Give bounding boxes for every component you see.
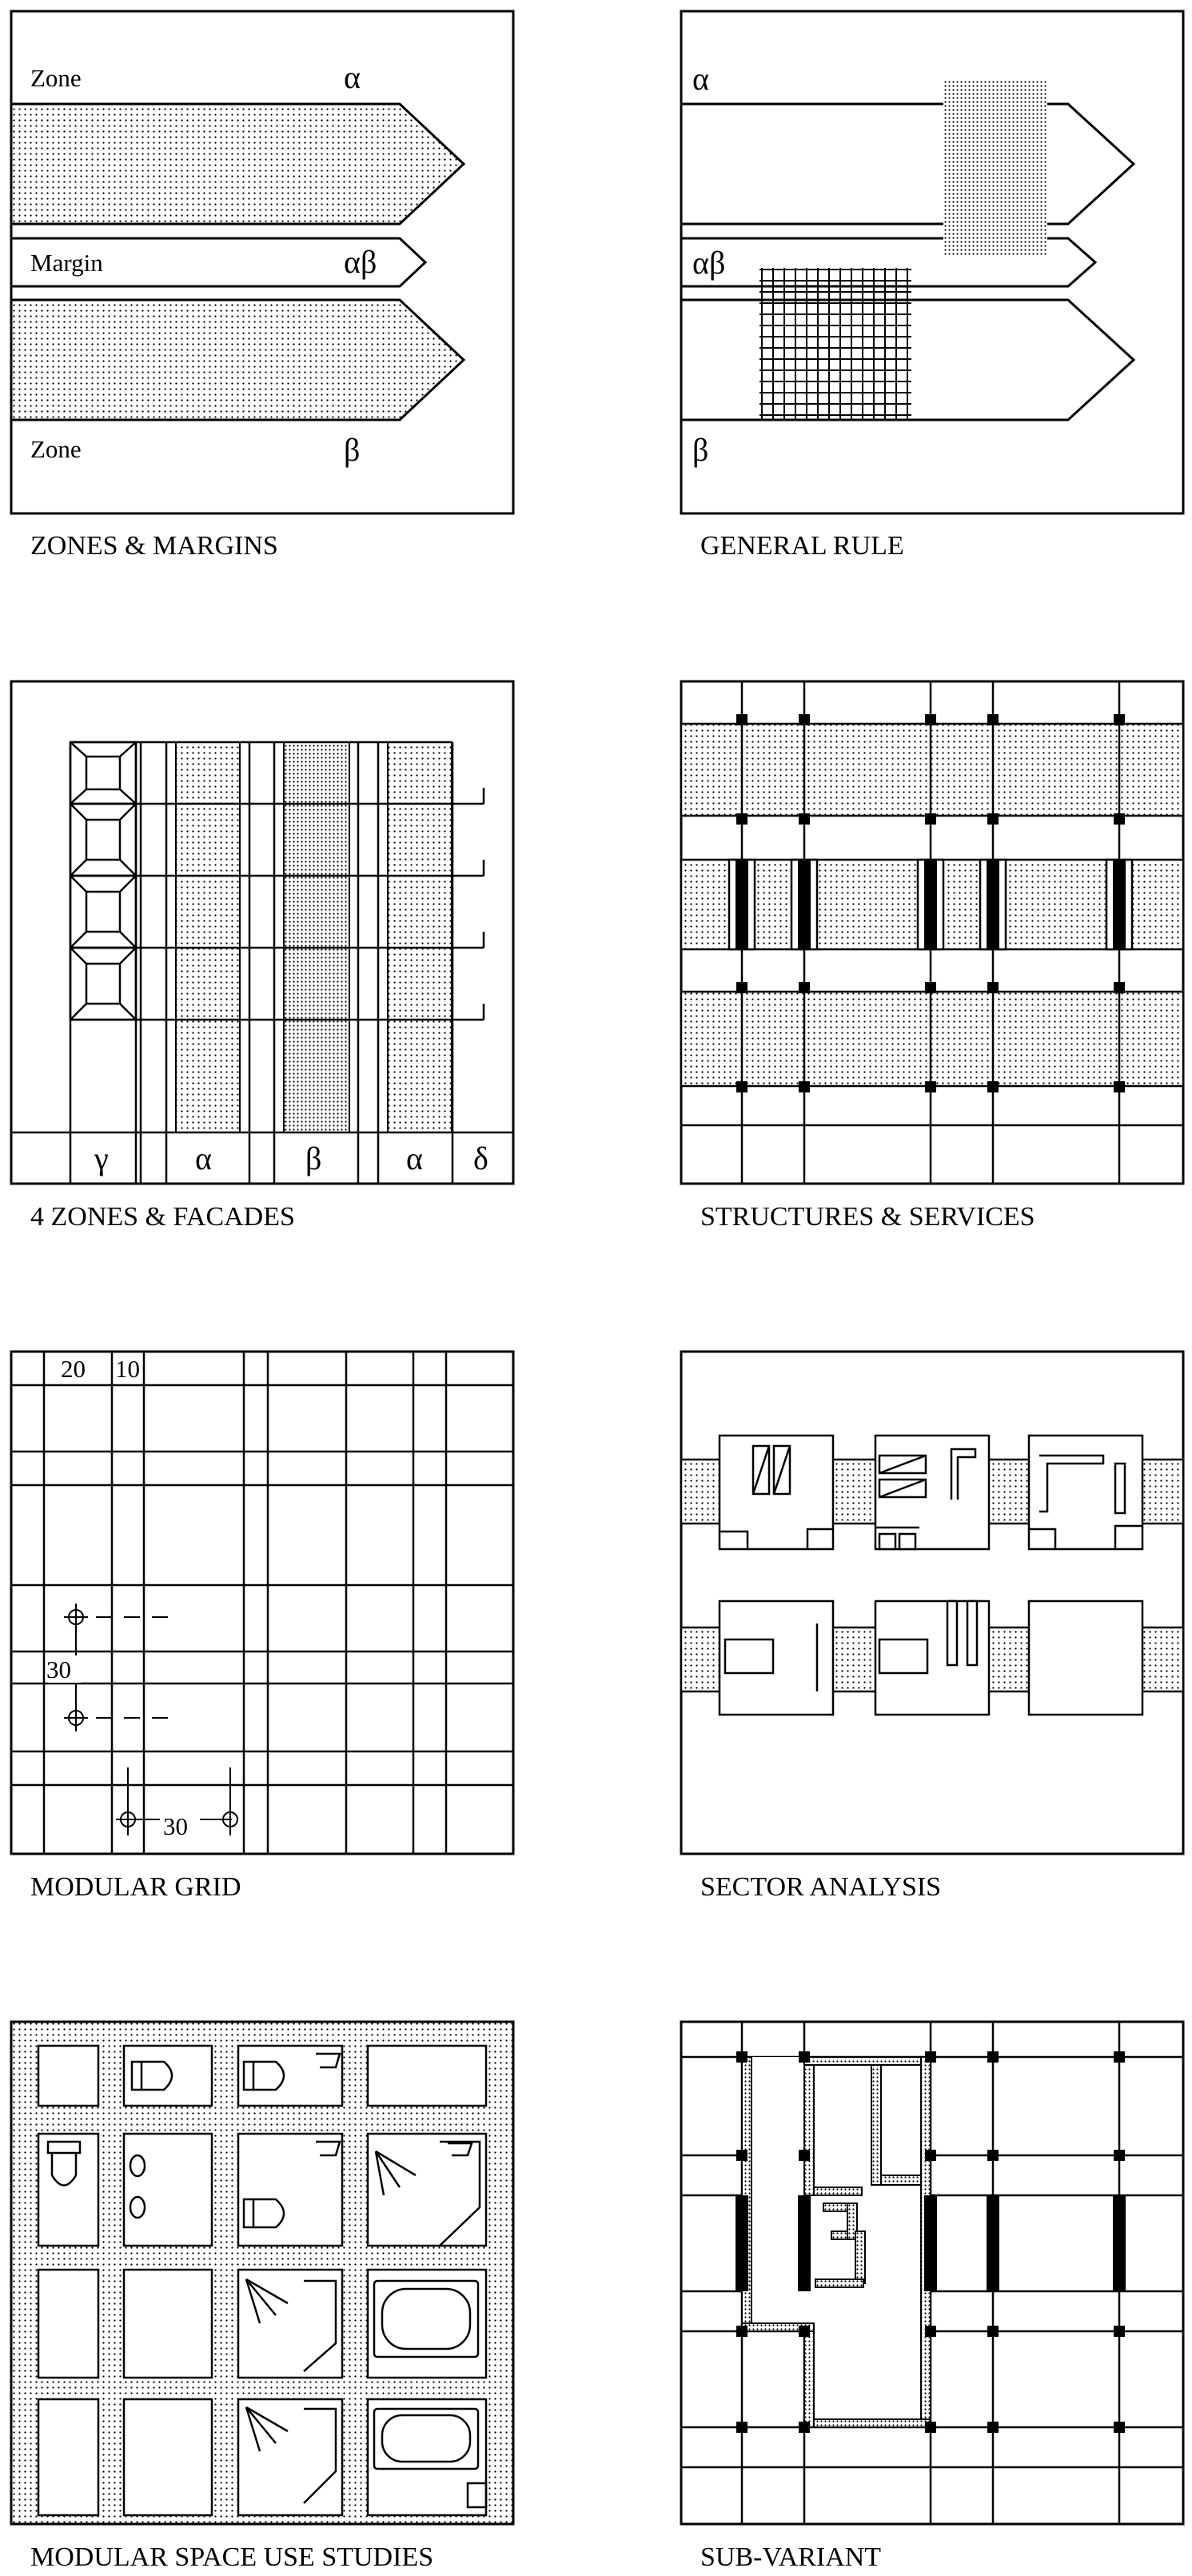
panel-space-use	[11, 2022, 513, 2572]
general-bottom-symbol: β	[692, 432, 709, 468]
zone-alpha-label-right: α	[406, 1140, 423, 1176]
caption-zones-margins: ZONES & MARGINS	[30, 531, 278, 561]
dimension-markers	[64, 1604, 237, 1835]
caption-sub-variant: SUB-VARIANT	[700, 2542, 882, 2572]
zone-delta-label: δ	[473, 1140, 488, 1176]
panel-modular-grid	[11, 1352, 513, 1902]
panel-sub-variant	[681, 2022, 1183, 2572]
zone-top-symbol: α	[344, 59, 361, 95]
caption-zones-facades: 4 ZONES & FACADES	[30, 1202, 295, 1232]
zone-bottom-label: Zone	[30, 435, 82, 463]
panel-sector-analysis	[681, 1352, 1183, 1902]
unit-floor	[742, 2057, 931, 2427]
general-mid-symbol: αβ	[692, 245, 726, 281]
sector-units	[720, 1436, 1142, 1715]
alpha-strip-left	[176, 742, 240, 1132]
caption-general-rule: GENERAL RULE	[700, 531, 904, 561]
beta-strip	[284, 742, 349, 1132]
panel-zones-facades	[11, 681, 513, 1232]
dim-10-label: 10	[115, 1355, 140, 1383]
zone-alpha-band	[11, 104, 464, 224]
zone-gamma-label: γ	[94, 1140, 109, 1176]
panel-structures-services	[681, 681, 1183, 1232]
alpha-extension-area	[943, 80, 1047, 256]
panel-general-rule	[681, 11, 1183, 561]
zone-beta-label: β	[305, 1140, 322, 1176]
caption-sector-analysis: SECTOR ANALYSIS	[700, 1872, 942, 1902]
service-band-bottom	[681, 992, 1183, 1086]
bay-windows	[70, 742, 136, 1020]
caption-space-use: MODULAR SPACE USE STUDIES	[30, 2542, 434, 2572]
margin-label: Margin	[30, 249, 103, 277]
zone-bottom-symbol: β	[344, 432, 361, 468]
margin-symbol: αβ	[344, 244, 377, 280]
dim-30-vertical-label: 30	[46, 1655, 71, 1683]
grid-lines	[11, 1352, 513, 1854]
panel-frame	[11, 1352, 513, 1854]
panel-zones-margins	[11, 11, 513, 561]
general-top-symbol: α	[692, 61, 709, 97]
caption-modular-grid: MODULAR GRID	[30, 1872, 241, 1902]
zone-alpha-band	[681, 104, 1134, 224]
caption-structures-services: STRUCTURES & SERVICES	[700, 1202, 1035, 1232]
zone-alpha-label-left: α	[195, 1140, 212, 1176]
zone-beta-band	[11, 300, 464, 420]
alpha-strip-right	[388, 742, 452, 1132]
dim-20-label: 20	[61, 1355, 86, 1383]
zone-label-band	[11, 1132, 513, 1184]
beta-extension-area	[759, 268, 911, 420]
zone-top-label: Zone	[30, 64, 82, 92]
service-band-top	[681, 724, 1183, 816]
dim-30-horizontal-label: 30	[163, 1812, 188, 1840]
